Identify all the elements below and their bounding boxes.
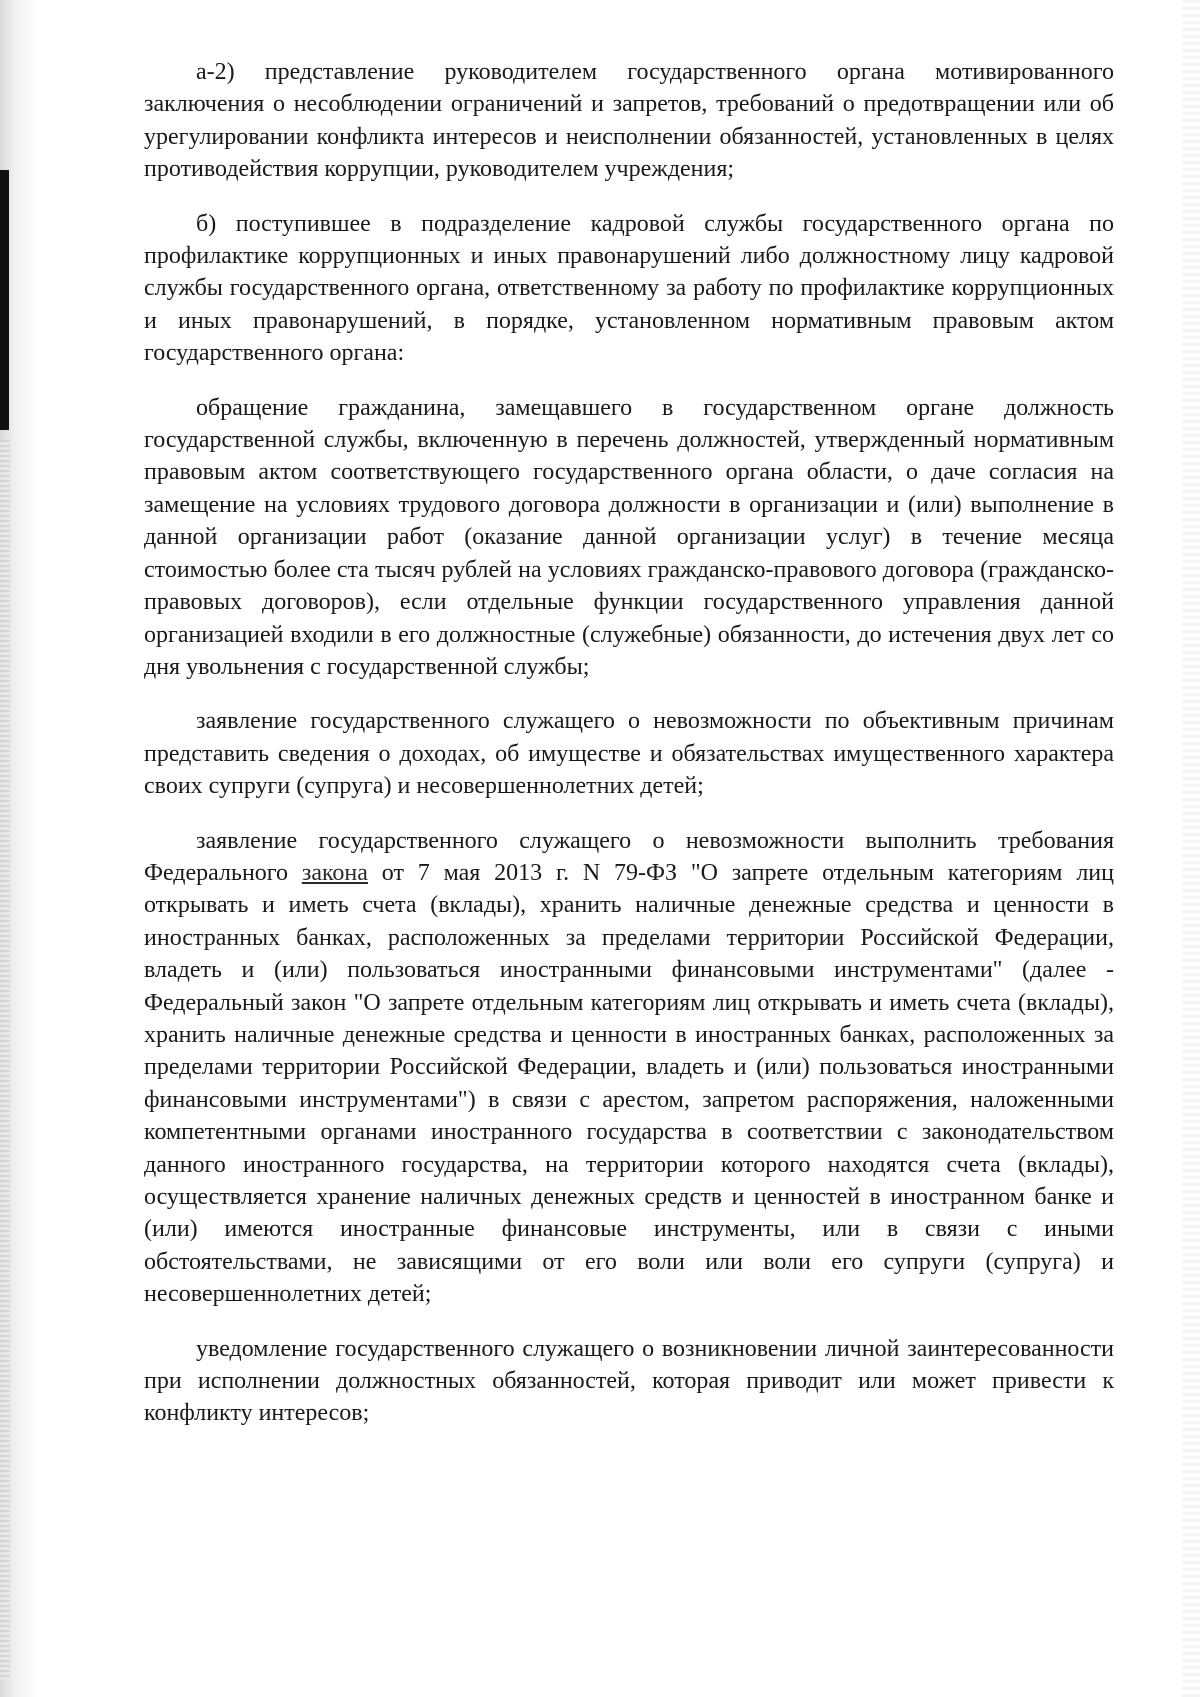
paragraph-b: б) поступившее в подразделение кадровой службы государственного органа по профилактике коррупционных и иных правонарушений либо должностному лицу кадровой службы государственного органа, ответственному за работу по профилактике коррупционных и иных правонарушений, в порядке, установленном нормативным правовым актом государственного органа:: [144, 210, 1114, 367]
paragraph-a2: а-2) представление руководителем государственного органа мотивированного заключения о несоблюдении ограничений и запретов, требований о предотвращении или об урегулировании конфликта интересов и неисполнении обязанностей, установленных в целях противодействия коррупции, руководителем учреждения;: [144, 59, 1114, 183]
paragraph-federal-law: [144, 825, 1114, 1311]
scan-right-edge-noise: [1182, 0, 1200, 1697]
paragraph-income-statement: заявление государственного служащего о невозможности по объективным причинам представить сведения о доходах, об имуществе и обязательствах имущественного характера своих супруги (супруга) и несовершеннолетних детей;: [144, 708, 1114, 800]
paragraph-federal-law-text-start: заявление государственного служащего о невозможности выполнить требования Федерального: [144, 827, 1114, 886]
law-link[interactable]: закона: [301, 859, 368, 886]
paragraph-citizen-appeal: обращение гражданина, замещавшего в государственном органе должность государственной службы, включенную в перечень должностей, утвержденный нормативным правовым актом соответствующего государственного органа области, о даче согласия на замещение на условиях трудового договора должности в организации и (или) выполнение в данной организации работ (оказание данной организации услуг) в течение месяца стоимостью более ста тысяч рублей на условиях гражданско-правового договора (гражданско-правовых договоров), если отдельные функции государственного управления данной организацией входили в его должностные (служебные) обязанности, до истечения двух лет со дня увольнения с государственной службы;: [144, 394, 1114, 680]
paragraph-federal-law-text-end: от 7 мая 2013 г. N 79-ФЗ "О запрете отдельным категориям лиц открывать и иметь счета (вклады), хранить наличные денежные средства и ценности в иностранных банках, расположенных за пределами территории Российской Федерации, владеть и (или) пользоваться иностранными финансовыми инструментами" (далее - Федеральный закон "О запрете отдельным категориям лиц открывать и иметь счета (вклады), хранить наличные денежные средства и ценности в иностранных банках, расположенных за пределами территории Российской Федерации, владеть и (или) пользоваться иностранными финансовыми инструментами") в связи с арестом, запретом распоряжения, наложенными компетентными органами иностранного государства в соответствии с законодательством данного иностранного государства, на территории которого находятся счета (вклады), осуществляется хранение наличных денежных средств и ценностей в иностранном банке и (или) имеются иностранные финансовые инструменты, или в связи с иными обстоятельствами, не зависящими от его воли или воли его супруги (супруга) и несовершеннолетних детей;: [144, 859, 1114, 1308]
paragraph-conflict-notice: уведомление государственного служащего о возникновении личной заинтересованности при исполнении должностных обязанностей, которая приводит или может привести к конфликту интересов;: [144, 1335, 1114, 1427]
scan-edge-noise: [0, 440, 10, 1680]
document-page: [144, 56, 1114, 1452]
scan-binding-shadow: [0, 170, 9, 430]
